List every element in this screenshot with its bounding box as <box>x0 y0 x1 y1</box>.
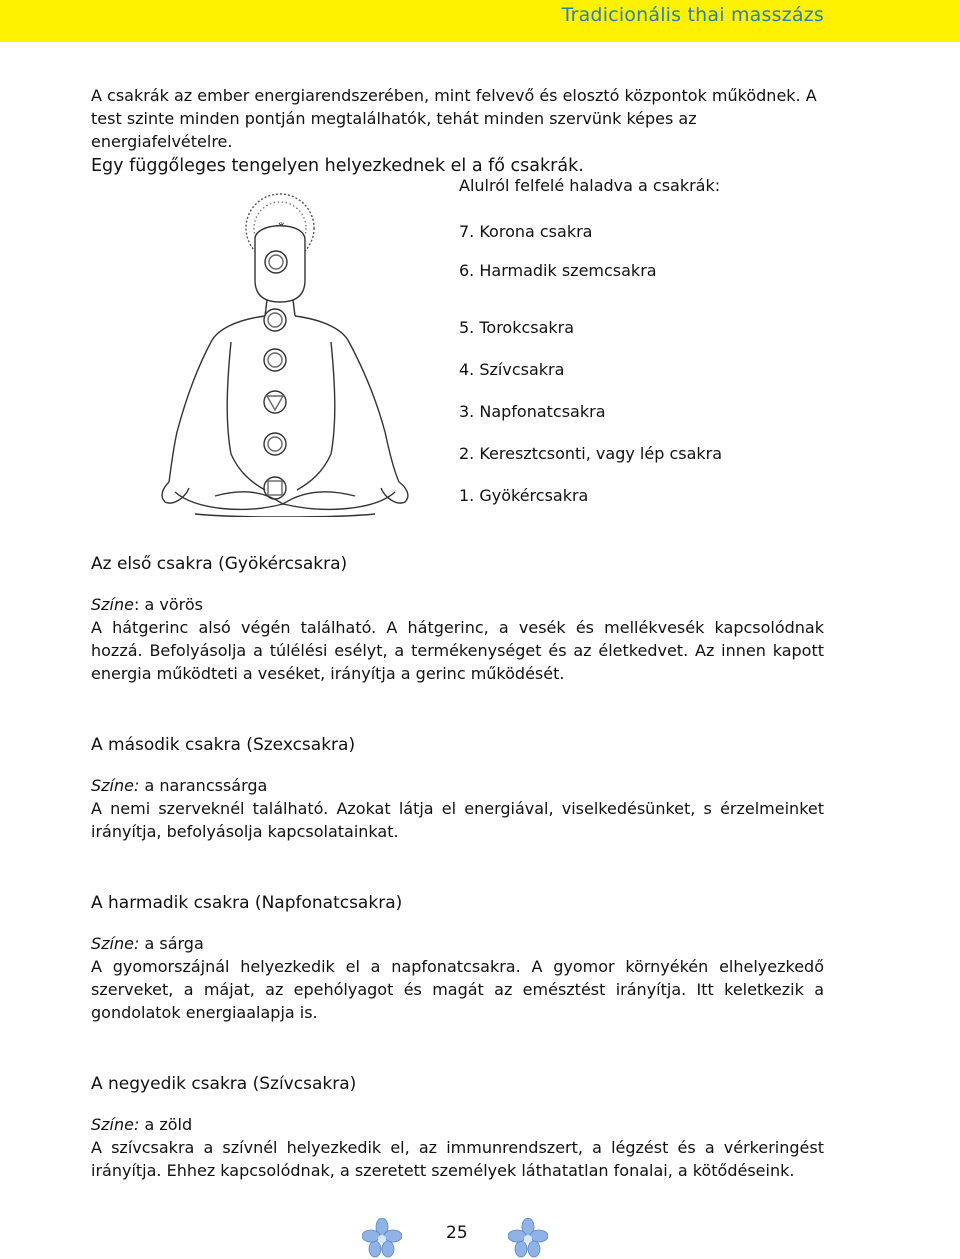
chakra-list-item: 2. Keresztcsonti, vagy lép csakra <box>459 444 723 463</box>
section-fourth-chakra <box>91 1072 824 1182</box>
color-value: a sárga <box>139 934 204 953</box>
color-line <box>91 593 824 616</box>
section-title: A második csakra (Szexcsakra) <box>91 735 356 755</box>
color-separator: : <box>133 595 140 614</box>
intro-emphasis: Egy függőleges tengelyen helyezkednek el a fő csakrák. <box>91 156 584 176</box>
section-first-chakra <box>91 552 824 685</box>
section-title: A harmadik csakra (Napfonatcsakra) <box>91 893 403 913</box>
intro-paragraph: A csakrák az ember energiarendszerében, mint felvevő és elosztó központok működnek. A test szinte minden pontján megtalálhatók, tehát minden szervünk képes az energiafelvételre. <box>91 86 817 151</box>
section-body: A hátgerinc alsó végén található. A hátgerinc, a vesék és mellékvesék kapcsolódnak hozzá. Befolyásolja a túlélési esélyt, a termékenységet és az életkedvet. Az innen kapott energia működteti a veséket, irányítja a gerinc működését. <box>91 618 824 683</box>
color-label: Színe: <box>91 934 140 953</box>
color-label: Színe: <box>91 776 140 795</box>
section-third-chakra <box>91 891 824 1024</box>
section-body: A szívcsakra a szívnél helyezkedik el, az immunrendszert, a légzést és a vérkeringést irányítja. Ehhez kapcsolódnak, a szeretett személyek láthatatlan fonalai, a kötődéseink. <box>91 1138 824 1180</box>
chakra-list-item: 1. Gyökércsakra <box>459 486 589 505</box>
solar-plexus-chakra-icon <box>264 391 286 413</box>
header-title: Tradicionális thai masszázs <box>561 4 824 26</box>
header-bar <box>0 0 960 42</box>
intro-text <box>91 84 831 179</box>
chakra-list-item: 7. Korona csakra <box>459 222 593 241</box>
flower-icon <box>508 1218 548 1258</box>
section-title: A negyedik csakra (Szívcsakra) <box>91 1074 357 1094</box>
section-body: A nemi szerveknél található. Azokat látja el energiával, viselkedésünket, s érzelmeinket irányítja, befolyásolja kapcsolatainkat. <box>91 799 824 841</box>
color-line <box>91 774 824 797</box>
chakra-list-intro: Alulról felfelé haladva a csakrák: <box>459 176 721 195</box>
chakra-figure-illustration <box>155 192 415 517</box>
color-value: a zöld <box>139 1115 193 1134</box>
page-number: 25 <box>446 1223 468 1243</box>
color-line <box>91 1113 824 1136</box>
section-second-chakra <box>91 733 824 843</box>
color-value: a vörös <box>139 595 203 614</box>
chakra-list-item: 6. Harmadik szemcsakra <box>459 261 657 280</box>
section-title: Az első csakra (Gyökércsakra) <box>91 554 348 574</box>
color-value: a narancssárga <box>139 776 268 795</box>
chakra-list-item: 3. Napfonatcsakra <box>459 402 606 421</box>
heart-chakra-icon <box>264 349 286 371</box>
chakra-list-item: 5. Torokcsakra <box>459 318 575 337</box>
flower-icon <box>362 1218 402 1258</box>
chakra-list-item: 4. Szívcsakra <box>459 360 565 379</box>
color-line <box>91 932 824 955</box>
root-chakra-icon <box>264 477 286 499</box>
sacral-chakra-icon <box>264 433 286 455</box>
section-body: A gyomorszájnál helyezkedik el a napfonatcsakra. A gyomor környékén elhelyezkedő szerveket, a májat, az epehólyagot és magát az emésztést irányítja. Itt keletkezik a gondolatok energiaalapja is. <box>91 957 824 1022</box>
throat-chakra-icon <box>264 309 286 331</box>
color-label: Színe: <box>91 1115 140 1134</box>
color-label: Színe <box>91 595 134 614</box>
